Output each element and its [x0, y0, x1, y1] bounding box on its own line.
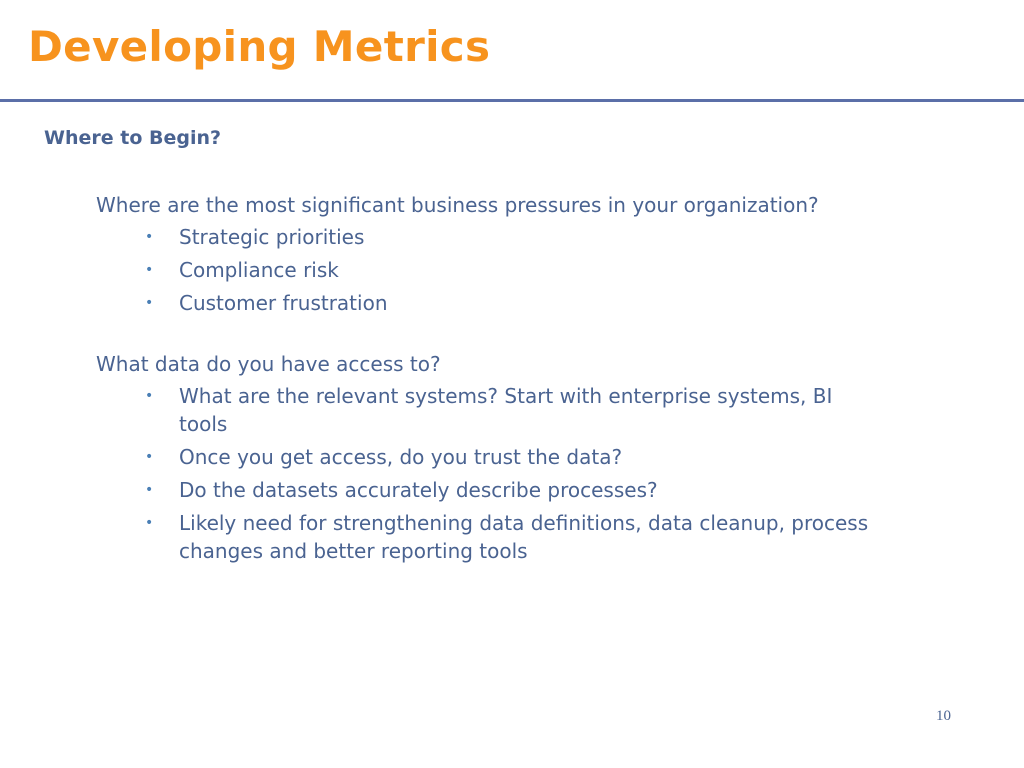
title-divider: [0, 99, 1024, 102]
bullet-item: [96, 289, 879, 317]
bullet-text: What are the relevant systems? Start with enterprise systems, BI tools: [179, 384, 833, 436]
bullet-icon: •: [145, 515, 154, 531]
section-business-pressures: [96, 191, 956, 317]
bullet-text: Customer frustration: [179, 291, 388, 315]
slide-subtitle: Where to Begin?: [44, 127, 222, 149]
bullet-item: [96, 256, 879, 284]
bullet-text: Likely need for strengthening data definitions, data cleanup, process changes and better reporting tools: [179, 511, 869, 563]
slide-content: [96, 191, 956, 570]
bullet-item: [96, 509, 879, 565]
bullet-item: [96, 382, 879, 438]
bullet-list: [96, 223, 956, 317]
question-text: What data do you have access to?: [96, 352, 441, 376]
bullet-item: [96, 223, 879, 251]
bullet-icon: •: [145, 482, 154, 498]
page-number: 10: [936, 708, 951, 724]
section-data-access: [96, 350, 956, 565]
bullet-list: [96, 382, 956, 565]
bullet-item: [96, 443, 879, 471]
slide-title: Developing Metrics: [28, 22, 491, 71]
question-text: Where are the most significant business pressures in your organization?: [96, 193, 819, 217]
bullet-icon: •: [145, 229, 154, 245]
bullet-icon: •: [145, 449, 154, 465]
bullet-item: [96, 476, 879, 504]
bullet-icon: •: [145, 295, 154, 311]
bullet-text: Compliance risk: [179, 258, 339, 282]
bullet-text: Do the datasets accurately describe processes?: [179, 478, 658, 502]
bullet-icon: •: [145, 262, 154, 278]
bullet-text: Strategic priorities: [179, 225, 365, 249]
bullet-text: Once you get access, do you trust the data?: [179, 445, 623, 469]
bullet-icon: •: [145, 388, 154, 404]
